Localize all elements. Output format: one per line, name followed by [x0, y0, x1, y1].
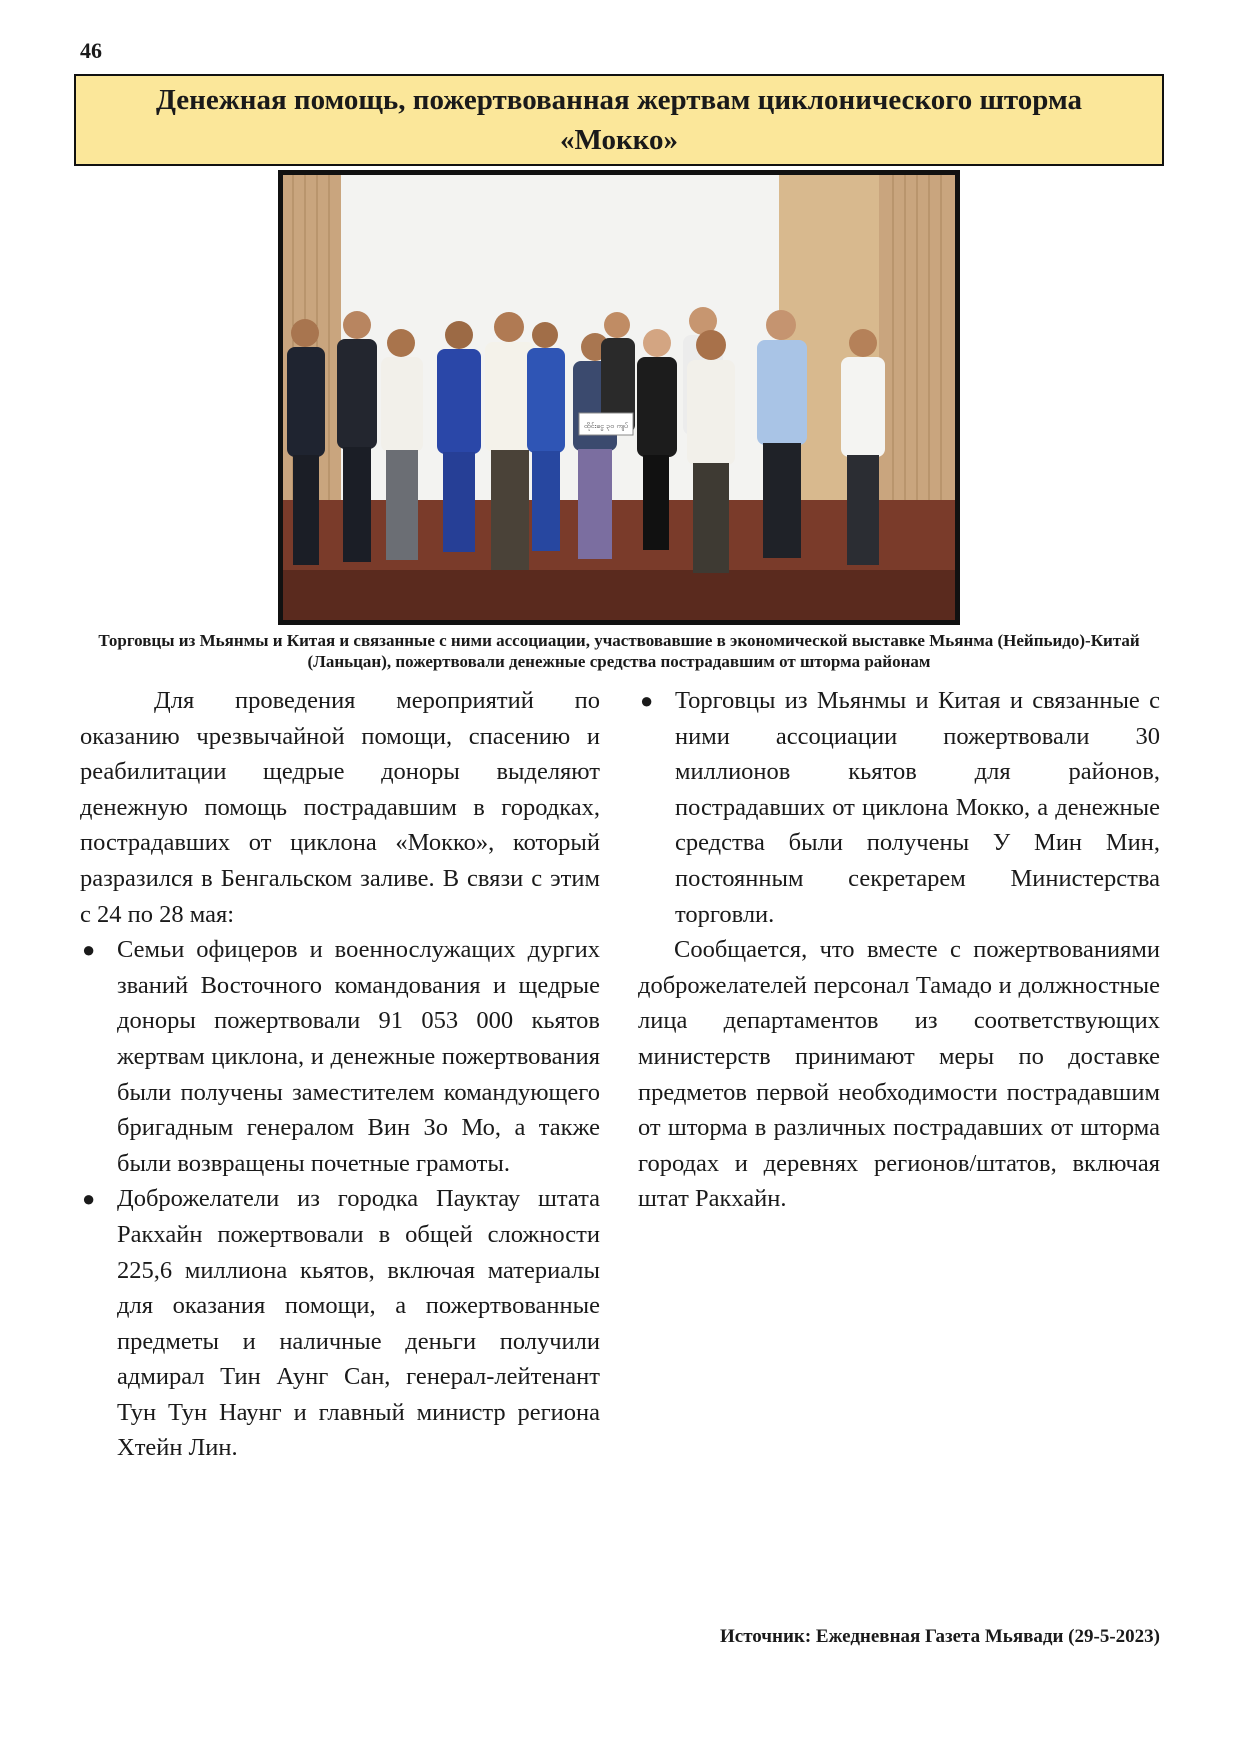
- bullet-icon: ●: [82, 1186, 96, 1212]
- right-column: [638, 683, 1160, 1217]
- event-photo: [278, 170, 960, 625]
- intro-paragraph: Для проведения мероприятий по оказанию чрезвычайной помощи, спасению и реабилитации щедрые доноры выделяют денежную помощь пострадавшим в городках, пострадавших от циклона «Мокко», который разразился в Бенгальском заливе. В связи с этим с 24 по 28 мая:: [80, 687, 600, 928]
- list-item: [80, 932, 600, 1181]
- article-title-box: [74, 74, 1164, 166]
- list-item-text: Торговцы из Мьянмы и Китая и связанные с ними ассоциации пожертвовали 30 миллионов кьятов для районов, пострадавших от циклона Мокко, а денежные средства были получены У Мин Мин, постоянным секретарем Министерства торговли.: [675, 687, 1160, 928]
- photo-caption: Торговцы из Мьянмы и Китая и связанные с ними ассоциации, участвовавшие в экономической выставке Мьянма (Нейпьидо)-Китай (Ланьцан), пожертвовали денежные средства пострадавшим от шторма районам: [98, 631, 1140, 671]
- group-photo-illustration: [283, 175, 955, 620]
- page-number: 46: [80, 38, 102, 63]
- closing-paragraph: Сообщается, что вместе с пожертвованиями доброжелателей персонал Тамадо и должностные лица департаментов из соответствующих министерств принимают меры по доставке предметов первой необходимости пострадавшим от шторма в различных пострадавших от шторма городах и деревнях регионов/штатов, включая штат Ракхайн.: [638, 936, 1160, 1213]
- article-title: Денежная помощь, пожертвованная жертвам циклонического шторма «Мокко»: [155, 84, 1083, 156]
- envelope-text: ထိုင်းငွေ ၃၀ ကျပ်: [583, 422, 629, 430]
- list-item: [638, 683, 1160, 932]
- bullet-icon: ●: [82, 937, 96, 963]
- bullet-icon: ●: [640, 688, 654, 713]
- list-item-text: Доброжелатели из городка Пауктау штата Ракхайн пожертвовали в общей сложности 225,6 миллиона кьятов, включая материалы для оказания помощи, а пожертвованные предметы и наличные деньги получили адмирал Тин Аунг Сан, генерал-лейтенант Тун Тун Наунг и главный министр региона Хтейн Лин.: [117, 1185, 600, 1462]
- source-credit: Источник: Ежедневная Газета Мьявади (29-5-2023): [720, 1626, 1160, 1647]
- left-column: [80, 683, 600, 1466]
- list-item: [80, 1181, 600, 1466]
- list-item-text: Семьи офицеров и военнослужащих дургих званий Восточного командования и щедрые доноры пожертвовали 91 053 000 кьятов жертвам циклона, и денежные пожертвования были получены заместителем командующего бригадным генералом Вин Зо Мо, а также были возвращены почетные грамоты.: [117, 936, 600, 1177]
